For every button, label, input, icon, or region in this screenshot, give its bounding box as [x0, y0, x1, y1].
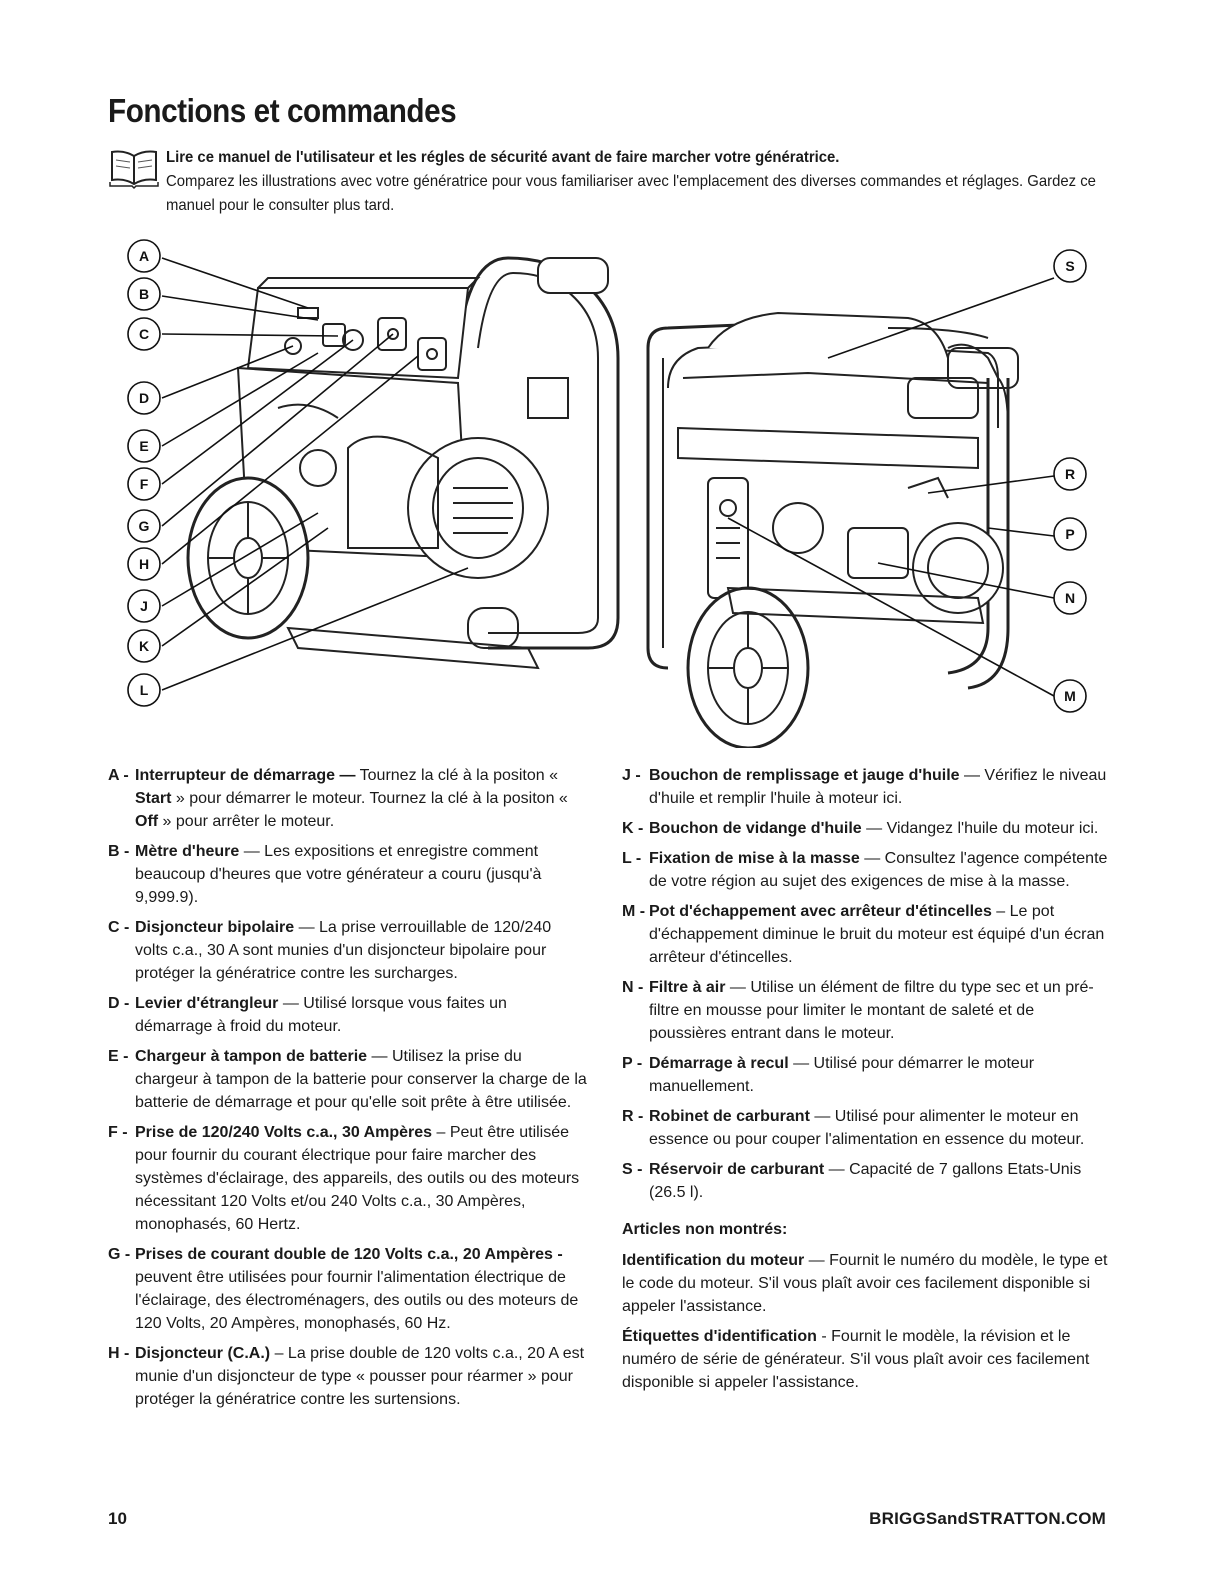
- callout-label-b: B: [138, 286, 150, 302]
- callout-label-m: M: [1064, 688, 1076, 704]
- feature-term: Mètre d'heure: [135, 843, 240, 860]
- feature-letter: R -: [622, 1108, 644, 1125]
- callout-label-a: A: [138, 248, 150, 264]
- feature-j: [622, 764, 1112, 810]
- callout-label-d: D: [138, 390, 150, 406]
- feature-text: — Utilisé lorsque vous faites un démarrage à froid du moteur.: [135, 995, 507, 1035]
- generator-illustration: [108, 228, 1108, 748]
- para-term: Identification du moteur: [622, 1252, 805, 1269]
- feature-letter: S -: [622, 1161, 643, 1178]
- callout-label-h: H: [138, 556, 150, 572]
- feature-letter: E -: [108, 1048, 129, 1065]
- footer-website: BRIGGSandSTRATTON.COM: [869, 1509, 1106, 1528]
- feature-letter: B -: [108, 843, 130, 860]
- feature-letter: L -: [622, 850, 642, 867]
- callout-label-g: G: [138, 518, 150, 534]
- feature-letter: C -: [108, 919, 130, 936]
- feature-text: » pour arrêter le moteur.: [158, 813, 335, 830]
- callout-label-j: J: [140, 598, 148, 614]
- feature-text: — Vérifiez le niveau d'huile et remplir l'huile à moteur ici.: [649, 767, 1107, 807]
- feature-term: Prises de courant double de 120 Volts c.a., 20 Ampères -: [135, 1246, 563, 1263]
- page-number: 10: [108, 1509, 127, 1528]
- feature-g: [108, 1243, 588, 1335]
- callout-label-e: E: [139, 438, 149, 454]
- feature-a: [108, 764, 588, 833]
- feature-letter: M -: [622, 903, 646, 920]
- feature-text: — Utilise un élément de filtre du type sec et un pré-filtre en mousse pour limiter le montant de saleté et de poussières entrant dans le moteur.: [649, 979, 1094, 1042]
- not-shown-heading: Articles non montrés:: [622, 1221, 788, 1238]
- feature-term: Prise de 120/240 Volts c.a., 30 Ampères: [135, 1124, 433, 1141]
- feature-term: Disjoncteur (C.A.): [135, 1345, 271, 1362]
- para-term: Étiquettes d'identification: [622, 1328, 817, 1345]
- feature-r: [622, 1105, 1112, 1151]
- callout-label-f: F: [139, 476, 149, 492]
- feature-text: – La prise double de 120 volts c.a., 20 A est munie d'un disjoncteur de type « pousser pour réarmer » pour protéger la génératrice contre les surtensions.: [135, 1345, 585, 1408]
- feature-text: — La prise verrouillable de 120/240 volts c.a., 30 A sont munies d'un disjoncteur bipolaire pour protéger la génératrice contre les surcharges.: [135, 919, 552, 982]
- feature-term: Réservoir de carburant: [649, 1161, 825, 1178]
- feature-b: [108, 840, 588, 909]
- feature-text: — Utilisez la prise du chargeur à tampon de la batterie pour conserver la charge de la batterie de démarrage et pour qu'elle soit prête à être utilisée.: [135, 1048, 587, 1111]
- feature-e: [108, 1045, 588, 1114]
- page-title: Fonctions et commandes: [108, 92, 457, 129]
- feature-text: – Peut être utilisée pour fournir du courant électrique pour faire marcher des systèmes d'éclairage, des appareils, des outils ou des moteurs nécessitant 120 Volts et/ou 240 Volts c.a., 30 Ampères, monophasés, 60 Hertz.: [135, 1124, 580, 1233]
- feature-term: Levier d'étrangleur: [135, 995, 279, 1012]
- feature-term: Démarrage à recul: [649, 1055, 789, 1072]
- intro-text: [166, 146, 1105, 218]
- feature-term: Fixation de mise à la masse: [649, 850, 860, 867]
- feature-term: Robinet de carburant: [649, 1108, 810, 1125]
- feature-term: Interrupteur de démarrage —: [135, 767, 356, 784]
- callout-label-r: R: [1064, 466, 1076, 482]
- feature-letter: A -: [108, 767, 129, 784]
- feature-k: [622, 817, 1112, 840]
- feature-letter: G -: [108, 1246, 131, 1263]
- feature-term-start: Start: [135, 790, 172, 807]
- feature-text: peuvent être utilisées pour fournir l'alimentation électrique de l'éclairage, des électroménagers, des outils ou des moteurs de 120 Volts, 20 Ampères, monophasés, 60 Hz.: [135, 1269, 579, 1332]
- feature-text: — Utilisé pour démarrer le moteur manuellement.: [649, 1055, 1035, 1095]
- feature-n: [622, 976, 1112, 1045]
- feature-text: Tournez la clé à la positon «: [355, 767, 558, 784]
- feature-letter: F -: [108, 1124, 128, 1141]
- feature-letter: D -: [108, 995, 130, 1012]
- callout-label-c: C: [138, 326, 150, 342]
- feature-text: — Utilisé pour alimenter le moteur en essence ou pour couper l'alimentation en essence du moteur.: [649, 1108, 1085, 1148]
- feature-text: — Consultez l'agence compétente de votre région au sujet des exigences de mise à la masse.: [649, 850, 1108, 890]
- feature-l: [622, 847, 1112, 893]
- feature-text: – Le pot d'échappement diminue le bruit du moteur est équipé d'un écran arrêteur d'étincelles.: [649, 903, 1105, 966]
- callout-label-k: K: [138, 638, 150, 654]
- intro-description: Comparez les illustrations avec votre génératrice pour vous familiariser avec l'emplacement des diverses commandes et réglages. Gardez ce manuel pour le consulter plus tard.: [166, 173, 1096, 214]
- feature-letter: H -: [108, 1345, 130, 1362]
- feature-c: [108, 916, 588, 985]
- feature-term: Chargeur à tampon de batterie: [135, 1048, 368, 1065]
- callout-label-p: P: [1065, 526, 1075, 542]
- manual-book-icon: [108, 146, 160, 190]
- feature-text: — Capacité de 7 gallons Etats-Unis (26.5 l).: [649, 1161, 1082, 1201]
- identification-labels: [622, 1325, 1112, 1394]
- feature-s: [622, 1158, 1112, 1204]
- feature-f: [108, 1121, 588, 1236]
- intro-warning: Lire ce manuel de l'utilisateur et les régles de sécurité avant de faire marcher votre génératrice.: [166, 149, 840, 166]
- feature-letter: K -: [622, 820, 644, 837]
- para-text: - Fournit le modèle, la révision et le numéro de série de générateur. S'il vous plaît avoir ces facilement disponible si appeler l'assistance.: [622, 1328, 1090, 1391]
- feature-letter: N -: [622, 979, 644, 996]
- feature-term: Disjoncteur bipolaire: [135, 919, 295, 936]
- callout-label-l: L: [139, 682, 149, 698]
- engine-identification: [622, 1249, 1112, 1318]
- callout-label-s: S: [1065, 258, 1075, 274]
- feature-h: [108, 1342, 588, 1411]
- feature-text: » pour démarrer le moteur. Tournez la clé à la positon «: [171, 790, 568, 807]
- feature-letter: P -: [622, 1055, 643, 1072]
- feature-term: Bouchon de remplissage et jauge d'huile: [649, 767, 960, 784]
- right-column: [622, 764, 1112, 1401]
- feature-term-off: Off: [135, 813, 159, 830]
- feature-term: Pot d'échappement avec arrêteur d'étincelles: [649, 903, 992, 920]
- callout-label-n: N: [1064, 590, 1076, 606]
- feature-text: — Vidangez l'huile du moteur ici.: [861, 820, 1099, 837]
- feature-letter: J -: [622, 767, 641, 784]
- feature-text: — Les expositions et enregistre comment beaucoup d'heures que votre générateur a couru (jusqu'à 9,999.9).: [135, 843, 542, 906]
- feature-p: [622, 1052, 1112, 1098]
- feature-term: Bouchon de vidange d'huile: [649, 820, 862, 837]
- feature-term: Filtre à air: [649, 979, 726, 996]
- para-text: — Fournit le numéro du modèle, le type et le code du moteur. S'il vous plaît avoir ces facilement disponible si appeler l'assistance.: [622, 1252, 1108, 1315]
- left-column: [108, 764, 588, 1418]
- feature-m: [622, 900, 1112, 969]
- feature-d: [108, 992, 588, 1038]
